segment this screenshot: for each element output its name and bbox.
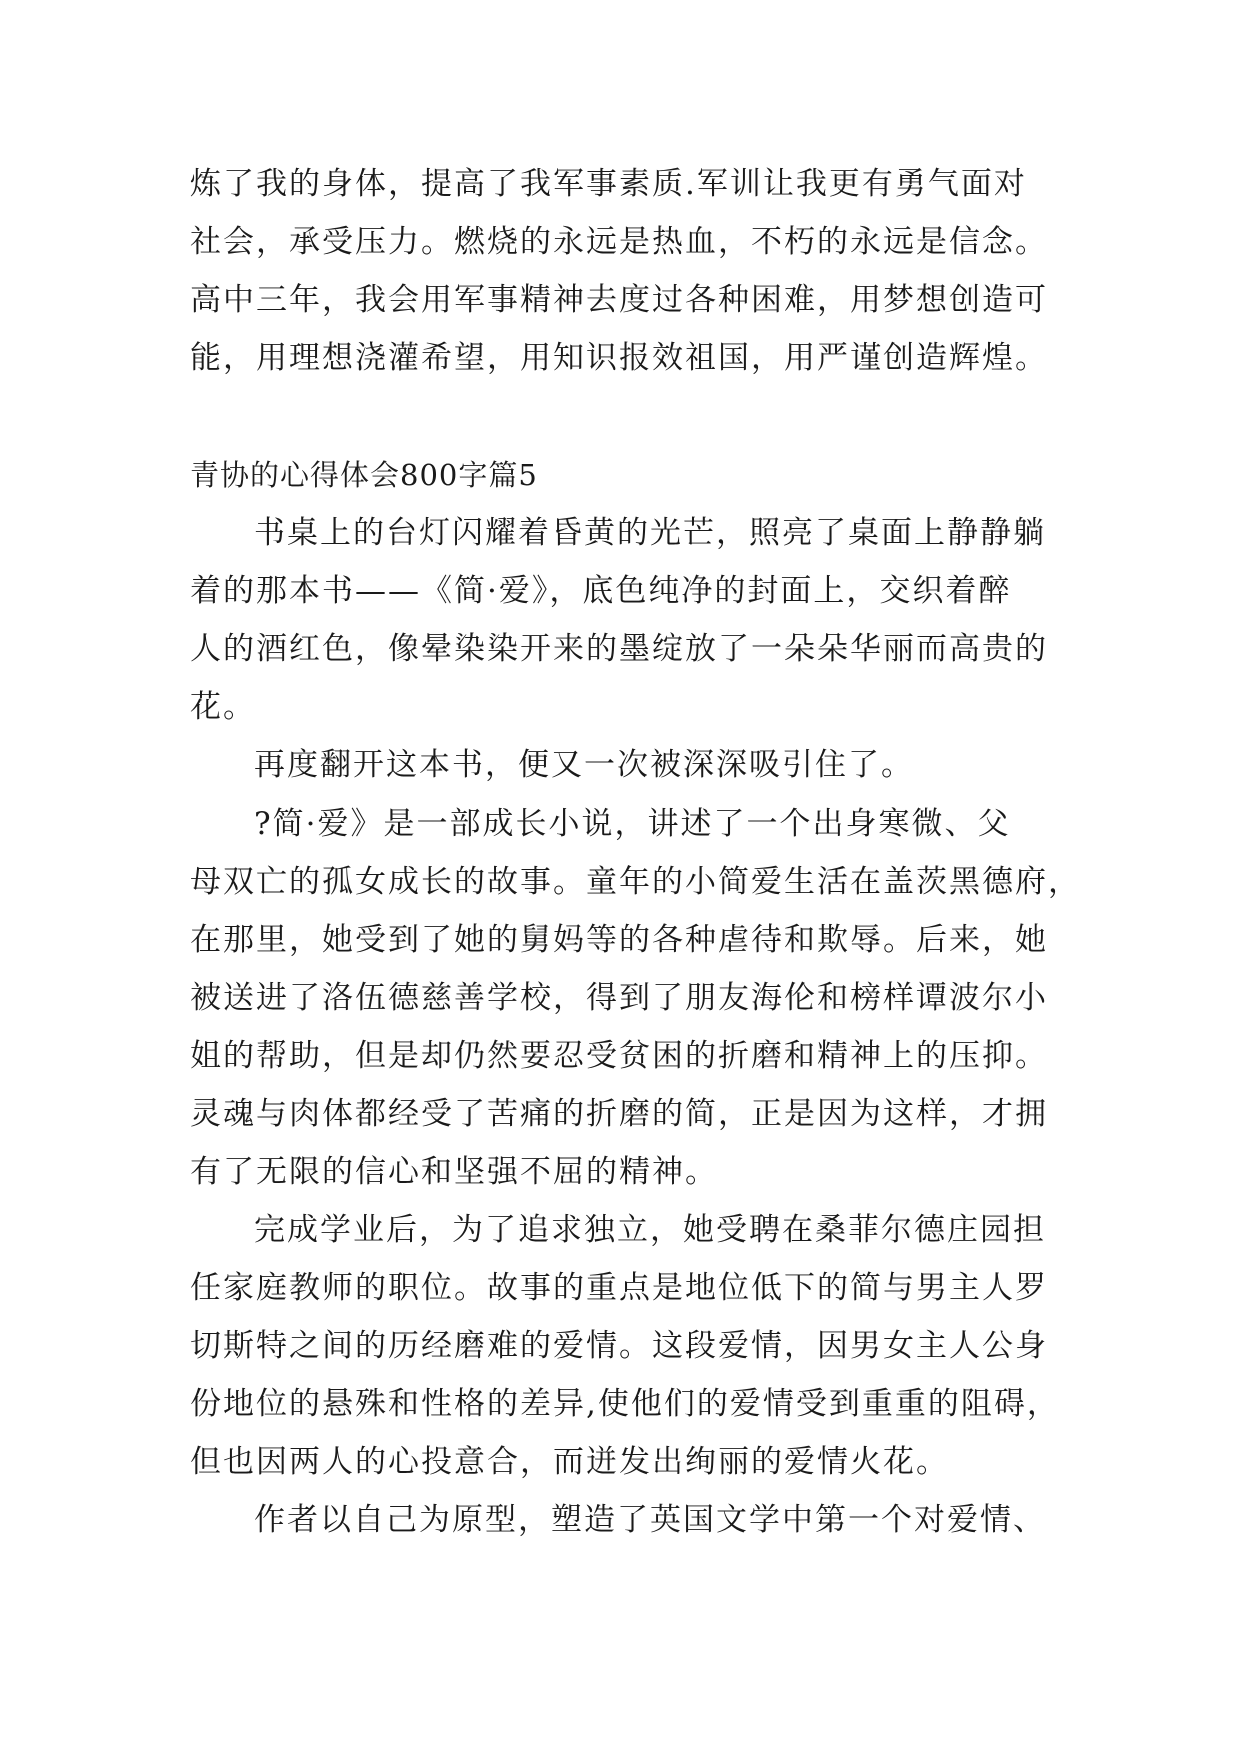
text-line: 人的酒红色，像晕染染开来的墨绽放了一朵朵华丽而高贵的 [190,631,1048,667]
text-line: 能，用理想浇灌希望，用知识报效祖国，用严谨创造辉煌。 [190,340,1048,376]
text-line: 姐的帮助，但是却仍然要忍受贫困的折磨和精神上的压抑。 [190,1038,1048,1074]
text-line: 切斯特之间的历经磨难的爱情。这段爱情，因男女主人公身 [190,1328,1048,1364]
text-line: 任家庭教师的职位。故事的重点是地位低下的简与男主人罗 [190,1270,1048,1306]
text-line: ?简·爱》是一部成长小说，讲述了一个出身寒微、父 [254,806,1011,842]
text-line: 灵魂与肉体都经受了苦痛的折磨的简，正是因为这样，才拥 [190,1096,1048,1132]
text-line: 母双亡的孤女成长的故事。童年的小简爱生活在盖茨黑德府， [190,864,1081,900]
text-line: 完成学业后，为了追求独立，她受聘在桑菲尔德庄园担 [254,1212,1046,1248]
text-line: 但也因两人的心投意合，而迸发出绚丽的爱情火花。 [190,1444,949,1480]
text-line: 作者以自己为原型，塑造了英国文学中第一个对爱情、 [254,1502,1046,1538]
text-line: 社会，承受压力。燃烧的永远是热血，不朽的永远是信念。 [190,224,1048,260]
text-line: 被送进了洛伍德慈善学校，得到了朋友海伦和榜样谭波尔小 [190,980,1048,1016]
text-line: 再度翻开这本书，便又一次被深深吸引住了。 [254,747,914,783]
text-line: 着的那本书——《简·爱》，底色纯净的封面上，交织着醉 [190,573,1012,609]
text-line: 份地位的悬殊和性格的差异,使他们的爱情受到重重的阻碍， [190,1386,1060,1422]
text-line: 花。 [190,689,256,725]
text-line: 有了无限的信心和坚强不屈的精神。 [190,1154,718,1190]
text-line: 书桌上的台灯闪耀着昏黄的光芒，照亮了桌面上静静躺 [254,515,1046,551]
text-line: 在那里，她受到了她的舅妈等的各种虐待和欺辱。后来，她 [190,922,1048,958]
section-heading: 青协的心得体会800字篇5 [190,458,538,492]
text-line: 炼了我的身体，提高了我军事素质.军训让我更有勇气面对 [190,166,1027,202]
text-line: 高中三年，我会用军事精神去度过各种困难，用梦想创造可 [190,282,1048,318]
